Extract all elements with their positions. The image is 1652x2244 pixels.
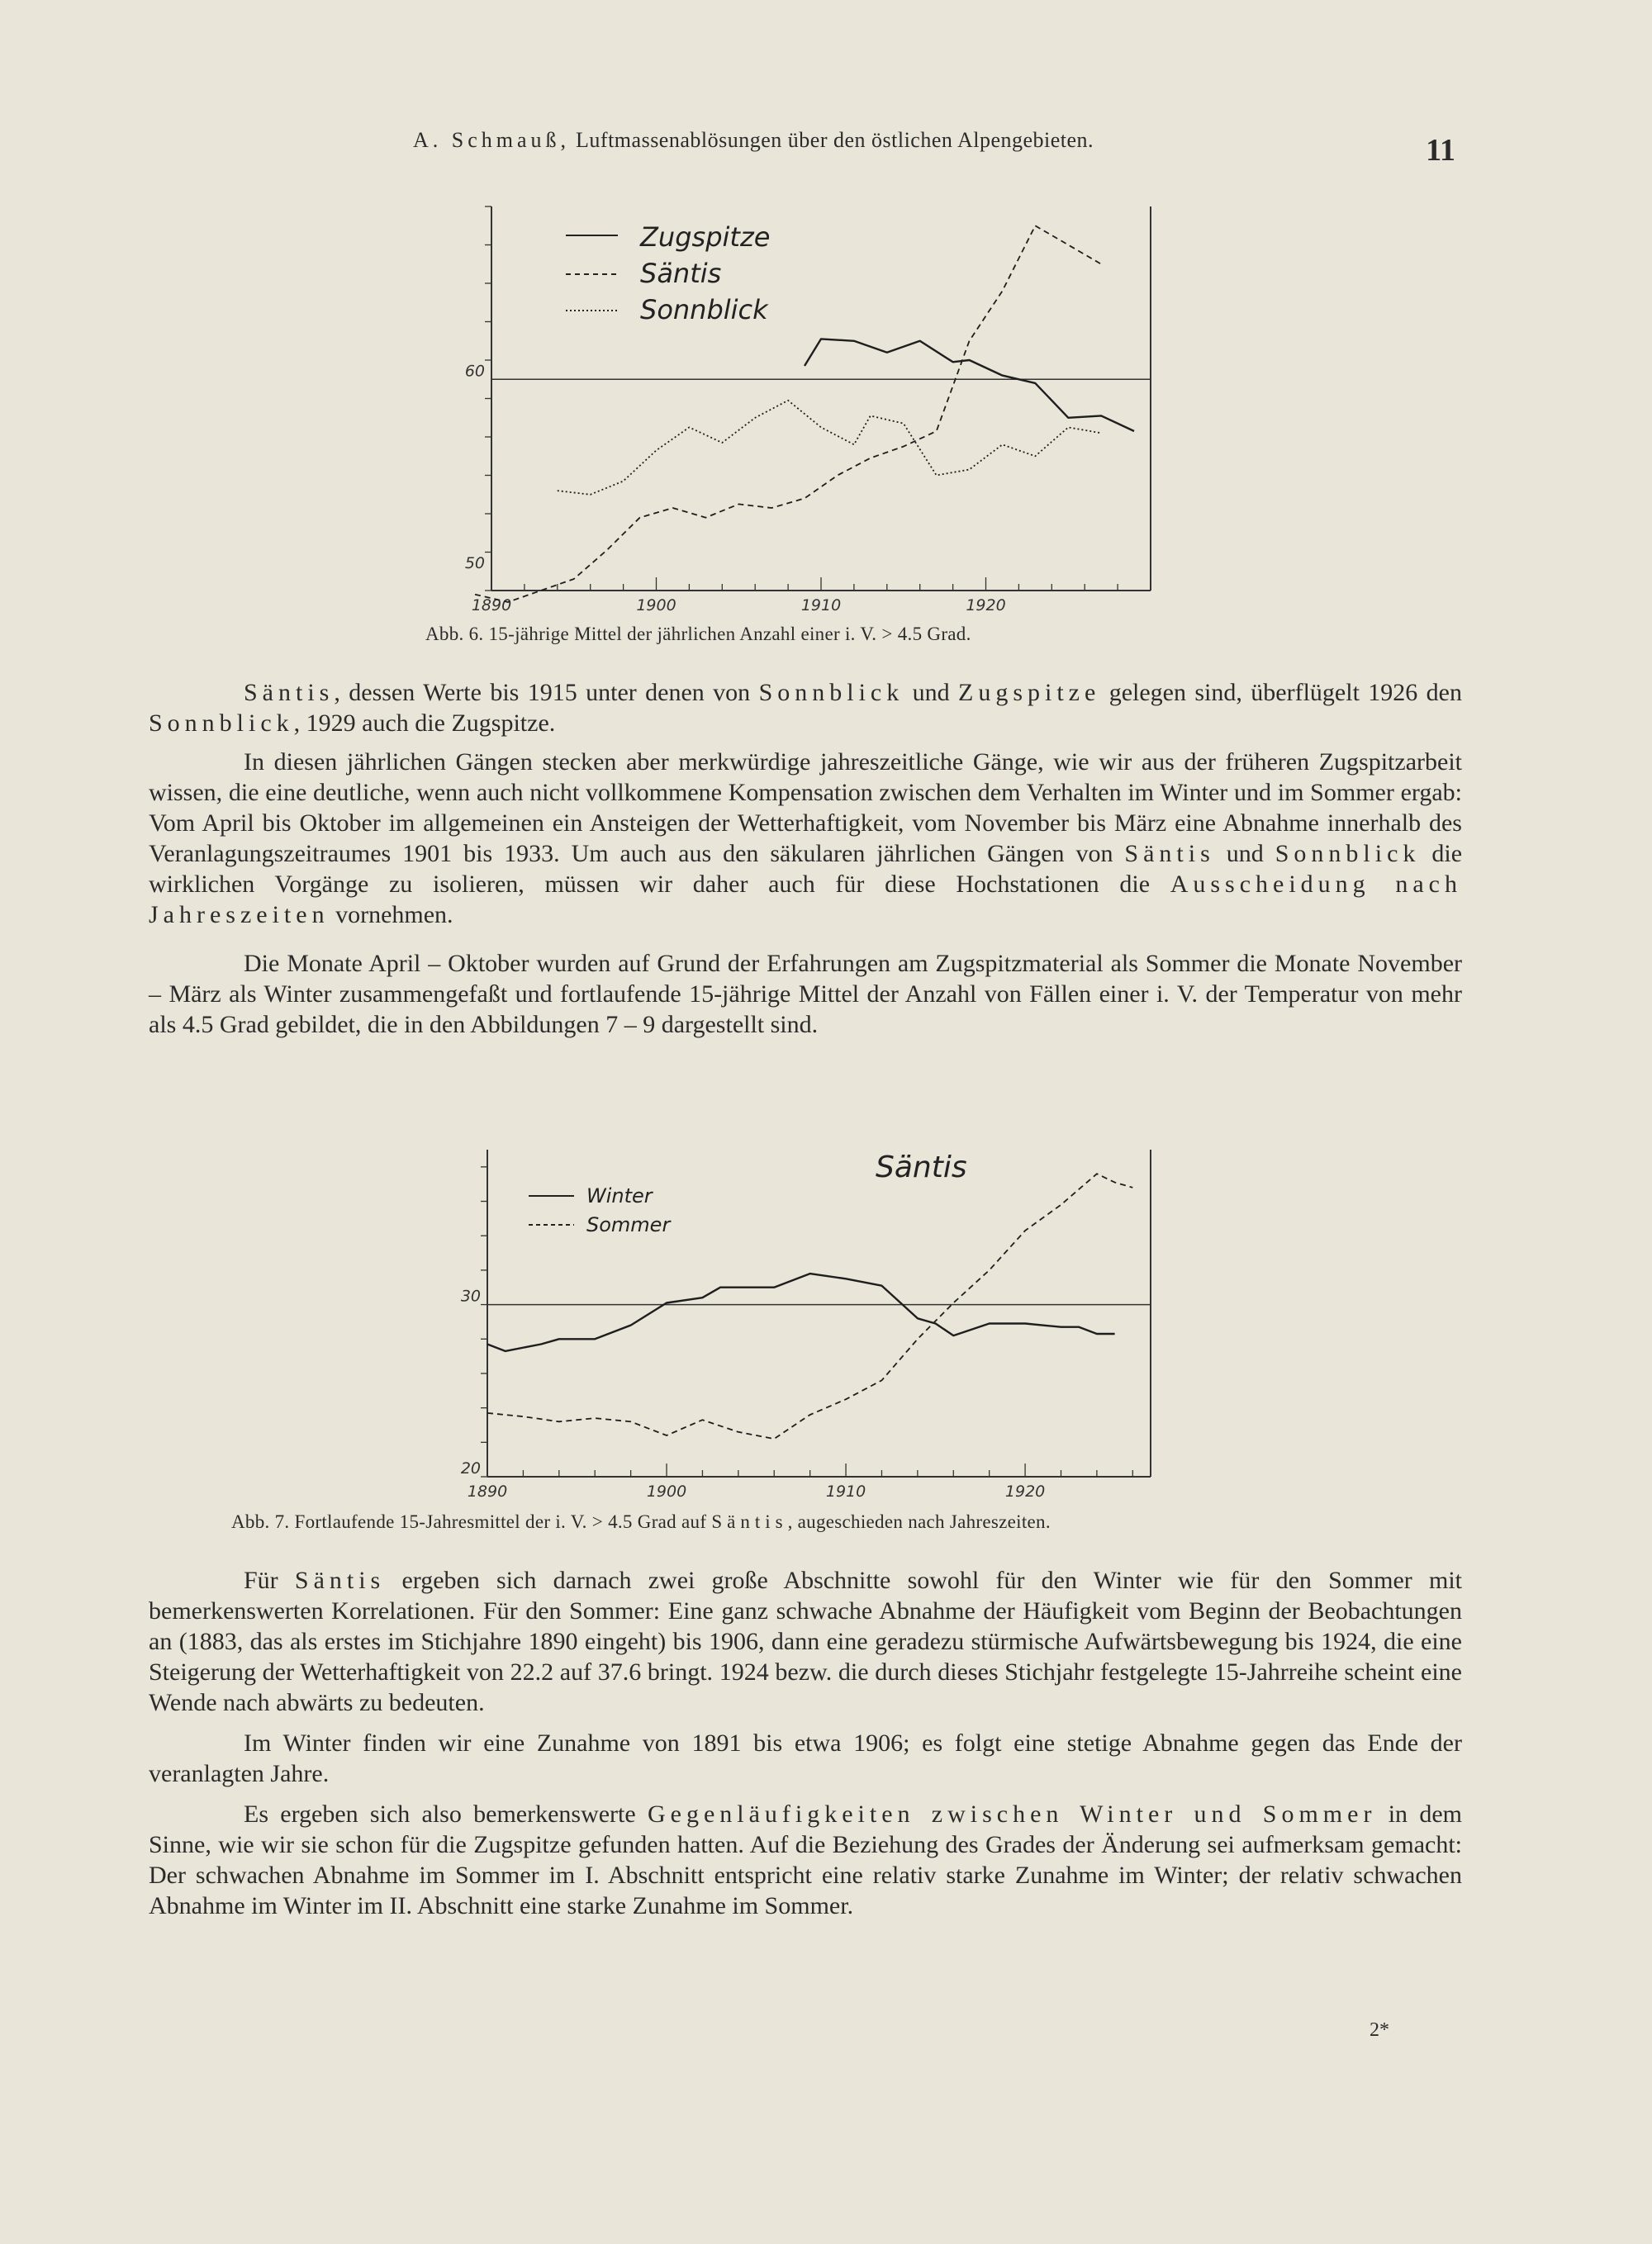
- figure-7-caption-station: Säntis: [711, 1511, 788, 1532]
- body-text-2: [149, 1565, 1462, 1921]
- paragraph-3: [149, 948, 1462, 1040]
- p2-text-a: In diesen jährlichen Gängen stecken aber merkwürdige jahreszeitliche Gänge, wie wir aus der früheren Zugspitzarbeit wissen, die eine deutliche, wenn auch nicht vollkommene Kompensation zwischen dem Verhalten im Winter und im Sommer ergab: Vom April bis Oktober im allgemeinen ein Ansteigen der Wetterhaftigkeit, vom November bis März eine Abnahme innerhalb des Veranlagungszeitraumes 1901 bis 1933. Um auch aus den säkularen jährlichen Gängen von: [149, 748, 1462, 867]
- figure-7-chart: [460, 1140, 1165, 1503]
- figure-7-title: Säntis: [876, 1150, 967, 1184]
- p1-text-d: , 1929 auch die Zugspitze.: [293, 709, 556, 737]
- running-header: [413, 128, 1094, 153]
- header-author: A. Schmauß,: [413, 128, 571, 152]
- fig7-y-tick-label: 30: [460, 1287, 481, 1306]
- p1-zugspitze: Zugspitze: [958, 679, 1101, 706]
- fig7-series-winter: [487, 1274, 1115, 1351]
- p2-text-c: die wirklichen Vorgänge zu isolieren, müssen wir daher auch für diese Hochstationen die: [149, 840, 1463, 898]
- paragraph-4: [149, 1565, 1462, 1718]
- signature-mark: 2*: [1370, 2019, 1389, 2041]
- p2-text-b: und: [1214, 840, 1275, 867]
- p2-saentis: Säntis: [1124, 840, 1215, 867]
- p6-text-a: Es ergeben sich also bemerkenswerte: [244, 1800, 648, 1828]
- header-title: Luftmassenablösungen über den östlichen Alpengebieten.: [576, 128, 1094, 152]
- p4-text-b: ergeben sich darnach zwei große Abschnitte sowohl für den Winter wie für den Sommer mit bemerkenswerten Korrelationen. Für den Sommer: Eine ganz schwache Abnahme der Häufigkeit vom Beginn der Beobachtungen an (1883, das als erstes im Stichjahre 1890 eingeht) bis 1906, dann eine geradezu stürmische Aufwärtsbewegung bis 1924, die eine Steigerung der Wetterhaftigkeit von 22.2 auf 37.6 bringt. 1924 bezw. die durch dieses Stichjahr festgelegte 15-Jahrreihe scheint eine Wende nach abwärts zu bedeuten.: [149, 1567, 1462, 1716]
- figure-7: [460, 1140, 1165, 1503]
- p6-text-b: in dem Sinne, wie wir sie schon für die Zugspitze gefunden hatten. Auf die Beziehung des Grades der Änderung sei aufmerksam gemacht: Der schwachen Abnahme im Sommer im I. Abschnitt entspricht eine relativ starke Zunahme im Winter; der relativ schwachen Abnahme im Winter im II. Abschnitt eine starke Zunahme im Sommer.: [149, 1800, 1462, 1919]
- fig6-series-zugspitze: [805, 339, 1134, 431]
- figure-7-caption: [231, 1511, 1051, 1533]
- p5-text: Im Winter finden wir eine Zunahme von 1891 bis etwa 1906; es folgt eine stetige Abnahme gegen das Ende der veranlagten Jahre.: [149, 1729, 1462, 1787]
- legend-sonnblick-label: Sonnblick: [640, 294, 768, 325]
- fig6-series-sntis: [475, 225, 1101, 602]
- p2-text-d: vornehmen.: [329, 901, 453, 928]
- p1-text-c: gelegen sind, überflügelt 1926 den: [1100, 679, 1462, 706]
- p1-text-b: und: [904, 679, 959, 706]
- fig7-series-sommer: [487, 1174, 1132, 1439]
- figure-7-caption-suffix: , augeschieden nach Jahreszeiten.: [787, 1511, 1051, 1532]
- fig6-x-tick-label: 1910: [800, 596, 842, 614]
- legend-sommer-label: Sommer: [586, 1213, 671, 1236]
- body-text-1: [149, 677, 1462, 1040]
- figure-6-caption: Abb. 6. 15-jährige Mittel der jährlichen Anzahl einer i. V. > 4.5 Grad.: [425, 624, 971, 644]
- p4-text-a: Für: [244, 1567, 295, 1594]
- fig7-x-tick-label: 1900: [646, 1483, 687, 1501]
- p1-saentis: Säntis: [244, 679, 335, 706]
- fig7-y-tick-label: 20: [460, 1459, 481, 1478]
- legend-winter-label: Winter: [586, 1184, 653, 1207]
- fig6-series-sonnblick: [558, 401, 1101, 495]
- page-number: 11: [1426, 133, 1455, 168]
- figure-6-chart: [463, 206, 1165, 614]
- p1-sonnblick-2: Sonnblick: [149, 709, 294, 737]
- p4-saentis: Säntis: [294, 1567, 386, 1594]
- p6-gegenlaeufigkeiten: Gegenläufigkeiten zwischen Winter und Sommer: [647, 1800, 1377, 1828]
- fig6-y-tick-label: 50: [464, 553, 485, 572]
- paragraph-1: [149, 677, 1462, 738]
- paragraph-2: [149, 747, 1462, 930]
- legend-saentis-label: Säntis: [640, 258, 722, 289]
- figure-6: [463, 206, 1165, 614]
- fig6-x-tick-label: 1920: [966, 596, 1006, 614]
- figure-7-caption-prefix: Abb. 7. Fortlaufende 15-Jahresmittel der i. V. > 4.5 Grad auf: [231, 1511, 707, 1532]
- p2-ausscheidung: Ausscheidung nach Jahreszeiten: [149, 871, 1462, 928]
- fig6-x-tick-label: 1900: [636, 596, 676, 614]
- fig7-x-tick-label: 1890: [467, 1483, 508, 1501]
- paragraph-6: [149, 1799, 1462, 1921]
- fig6-y-tick-label: 60: [464, 362, 485, 381]
- p2-sonnblick: Sonnblick: [1275, 840, 1421, 867]
- fig7-x-tick-label: 1920: [1004, 1483, 1046, 1501]
- fig7-x-tick-label: 1910: [825, 1483, 866, 1501]
- p3-text: Die Monate April – Oktober wurden auf Grund der Erfahrungen am Zugspitzmaterial als Sommer die Monate November – März als Winter zusammengefaßt und fortlaufende 15-jährige Mittel der Anzahl von Fällen einer i. V. der Temperatur von mehr als 4.5 Grad gebildet, die in den Abbildungen 7 – 9 dargestellt sind.: [149, 950, 1462, 1038]
- p1-sonnblick: Sonnblick: [758, 679, 904, 706]
- legend-zugspitze-label: Zugspitze: [640, 221, 771, 253]
- fig6-x-tick-label: 1890: [471, 596, 512, 614]
- paragraph-5: [149, 1728, 1462, 1789]
- p1-text-a: , dessen Werte bis 1915 unter denen von: [334, 679, 759, 706]
